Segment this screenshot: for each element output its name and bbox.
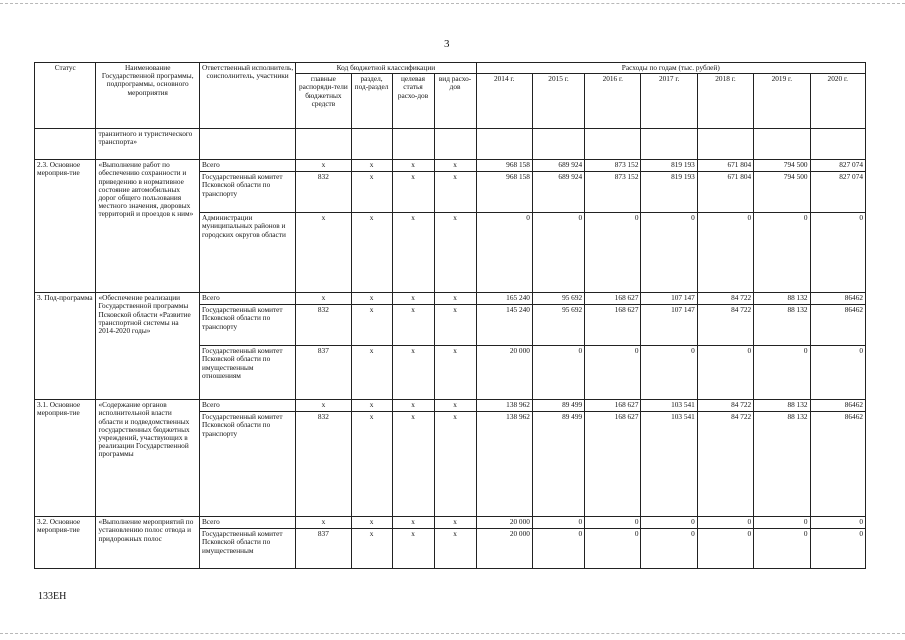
value-cell: 873 152 — [585, 172, 641, 213]
header-status: Статус — [35, 63, 96, 129]
header-year: 2017 г. — [641, 74, 697, 129]
value-cell: 0 — [641, 346, 697, 400]
code-cell: х — [296, 517, 351, 529]
header-name: Наименование Государственной программы, подпрограммы, основного мероприятия — [96, 63, 199, 129]
value-cell: 86462 — [810, 293, 865, 305]
code-cell: х — [392, 400, 434, 412]
responsible-cell: Всего — [199, 400, 295, 412]
value-cell: 0 — [585, 517, 641, 529]
value-cell: 0 — [810, 346, 865, 400]
code-cell: х — [434, 400, 476, 412]
responsible-cell: Государственный комитет Псковской области по транспорту — [199, 412, 295, 517]
code-cell: х — [392, 160, 434, 172]
header-vid: вид расхо-дов — [434, 74, 476, 129]
value-cell: 20 000 — [476, 346, 532, 400]
value-cell: 0 — [532, 529, 584, 569]
value-cell: 0 — [585, 213, 641, 293]
status-cell: 3.2. Основное мероприя-тие — [35, 517, 96, 569]
value-cell: 95 692 — [532, 293, 584, 305]
value-cell: 86462 — [810, 305, 865, 346]
value-cell: 0 — [810, 529, 865, 569]
code-cell: х — [434, 517, 476, 529]
value-cell: 671 804 — [697, 160, 753, 172]
scan-edge-top — [0, 3, 905, 4]
header-glavnye: главные распоряди-тели бюджетных средств — [296, 74, 351, 129]
value-cell: 107 147 — [641, 293, 697, 305]
value-cell: 107 147 — [641, 305, 697, 346]
value-cell: 145 240 — [476, 305, 532, 346]
value-cell: 88 132 — [754, 293, 810, 305]
code-cell: х — [351, 400, 392, 412]
code-cell: х — [434, 213, 476, 293]
value-cell: 0 — [532, 517, 584, 529]
value-cell: 86462 — [810, 412, 865, 517]
table-row — [35, 517, 866, 529]
value-cell: 0 — [697, 346, 753, 400]
header-year: 2016 г. — [585, 74, 641, 129]
code-cell: х — [392, 293, 434, 305]
value-cell: 968 158 — [476, 172, 532, 213]
value-cell: 86462 — [810, 400, 865, 412]
value-cell: 138 962 — [476, 400, 532, 412]
responsible-cell: Государственный комитет Псковской области по имущественным отношениям — [199, 346, 295, 400]
responsible-cell: Государственный комитет Псковской области по имущественным — [199, 529, 295, 569]
value-cell: 103 541 — [641, 412, 697, 517]
value-cell: 88 132 — [754, 305, 810, 346]
scan-edge-bottom — [0, 633, 905, 634]
value-cell: 0 — [697, 517, 753, 529]
value-cell: 165 240 — [476, 293, 532, 305]
responsible-cell: Администрации муниципальных районов и городских округов области — [199, 213, 295, 293]
code-cell: х — [392, 346, 434, 400]
table-row — [35, 400, 866, 412]
responsible-cell: Всего — [199, 160, 295, 172]
code-cell: х — [296, 160, 351, 172]
value-cell: 0 — [754, 346, 810, 400]
value-cell: 95 692 — [532, 305, 584, 346]
value-cell: 168 627 — [585, 305, 641, 346]
page-number: 3 — [444, 38, 450, 50]
value-cell: 794 500 — [754, 172, 810, 213]
code-cell: х — [351, 412, 392, 517]
code-cell: х — [434, 346, 476, 400]
value-cell: 968 158 — [476, 160, 532, 172]
value-cell: 84 722 — [697, 293, 753, 305]
value-cell: 0 — [697, 213, 753, 293]
header-budget-code: Код бюджетной классификации — [296, 63, 476, 74]
value-cell: 689 924 — [532, 160, 584, 172]
header-year: 2020 г. — [810, 74, 865, 129]
value-cell: 827 074 — [810, 160, 865, 172]
value-cell: 0 — [585, 529, 641, 569]
code-cell: х — [392, 213, 434, 293]
status-cell: 2.3. Основное мероприя-тие — [35, 160, 96, 293]
value-cell: 794 500 — [754, 160, 810, 172]
header-year: 2015 г. — [532, 74, 584, 129]
code-cell: 837 — [296, 529, 351, 569]
value-cell: 873 152 — [585, 160, 641, 172]
code-cell: х — [392, 517, 434, 529]
value-cell: 20 000 — [476, 529, 532, 569]
value-cell: 88 132 — [754, 412, 810, 517]
responsible-cell: Всего — [199, 517, 295, 529]
name-cell: «Содержание органов исполнительной власти области и подведомственных государственных бюджетных учреждений, участвующих в реализации Государственной программы — [96, 400, 199, 517]
table-row — [35, 293, 866, 305]
code-cell: х — [434, 529, 476, 569]
code-cell: 832 — [296, 305, 351, 346]
value-cell: 168 627 — [585, 400, 641, 412]
value-cell: 88 132 — [754, 400, 810, 412]
header-year: 2019 г. — [754, 74, 810, 129]
value-cell: 0 — [641, 517, 697, 529]
code-cell: х — [296, 400, 351, 412]
code-cell: х — [351, 213, 392, 293]
header-celevaya: целевая статья расхо-дов — [392, 74, 434, 129]
responsible-cell: Всего — [199, 293, 295, 305]
value-cell: 671 804 — [697, 172, 753, 213]
code-cell: 832 — [296, 412, 351, 517]
code-cell: х — [392, 305, 434, 346]
responsible-cell: Государственный комитет Псковской области по транспорту — [199, 172, 295, 213]
code-cell: 837 — [296, 346, 351, 400]
table-row — [35, 160, 866, 172]
header-expenses: Расходы по годам (тыс. рублей) — [476, 63, 865, 74]
value-cell: 0 — [697, 529, 753, 569]
footer-code: 133EH — [38, 591, 67, 602]
code-cell: х — [351, 160, 392, 172]
code-cell: х — [434, 305, 476, 346]
value-cell: 168 627 — [585, 412, 641, 517]
status-cell: 3.1. Основное мероприя-тие — [35, 400, 96, 517]
value-cell: 20 000 — [476, 517, 532, 529]
code-cell: х — [351, 305, 392, 346]
code-cell: х — [351, 346, 392, 400]
value-cell: 0 — [641, 529, 697, 569]
code-cell: х — [434, 172, 476, 213]
code-cell: 832 — [296, 172, 351, 213]
value-cell: 84 722 — [697, 400, 753, 412]
value-cell: 0 — [585, 346, 641, 400]
continuation-row — [35, 129, 866, 160]
code-cell: х — [392, 172, 434, 213]
value-cell: 819 193 — [641, 160, 697, 172]
header-year: 2018 г. — [697, 74, 753, 129]
name-cell: «Обеспечение реализации Государственной программы Псковской области «Развитие транспортной системы на 2014-2020 годы» — [96, 293, 199, 400]
code-cell: х — [351, 529, 392, 569]
value-cell: 689 924 — [532, 172, 584, 213]
continuation-text: транзитного и туристического транспорта» — [96, 129, 199, 160]
value-cell: 0 — [810, 517, 865, 529]
code-cell: х — [351, 293, 392, 305]
header-responsible: Ответственный исполнитель, соисполнитель, участники — [199, 63, 295, 129]
value-cell: 0 — [532, 346, 584, 400]
code-cell: х — [392, 529, 434, 569]
code-cell: х — [351, 517, 392, 529]
code-cell: х — [296, 293, 351, 305]
status-cell: 3. Под-программа — [35, 293, 96, 400]
value-cell: 84 722 — [697, 305, 753, 346]
value-cell: 0 — [641, 213, 697, 293]
value-cell: 138 962 — [476, 412, 532, 517]
value-cell: 0 — [476, 213, 532, 293]
value-cell: 0 — [754, 213, 810, 293]
value-cell: 0 — [532, 213, 584, 293]
value-cell: 168 627 — [585, 293, 641, 305]
code-cell: х — [351, 172, 392, 213]
code-cell: х — [434, 293, 476, 305]
code-cell: х — [434, 412, 476, 517]
value-cell: 84 722 — [697, 412, 753, 517]
value-cell: 827 074 — [810, 172, 865, 213]
name-cell: «Выполнение работ по обеспечению сохранности и приведению в нормативное состояние автомобильных дорог общего пользования местного значения, дворовых территорий и проездов к ним» — [96, 160, 199, 293]
value-cell: 89 499 — [532, 400, 584, 412]
value-cell: 0 — [754, 529, 810, 569]
value-cell: 819 193 — [641, 172, 697, 213]
budget-table — [34, 62, 866, 569]
value-cell: 89 499 — [532, 412, 584, 517]
name-cell: «Выполнение мероприятий по установлению полос отвода и придорожных полос — [96, 517, 199, 569]
value-cell: 0 — [754, 517, 810, 529]
code-cell: х — [296, 213, 351, 293]
code-cell: х — [434, 160, 476, 172]
responsible-cell: Государственный комитет Псковской области по транспорту — [199, 305, 295, 346]
header-razdel: раздел, под-раздел — [351, 74, 392, 129]
header-year: 2014 г. — [476, 74, 532, 129]
code-cell: х — [392, 412, 434, 517]
value-cell: 0 — [810, 213, 865, 293]
value-cell: 103 541 — [641, 400, 697, 412]
